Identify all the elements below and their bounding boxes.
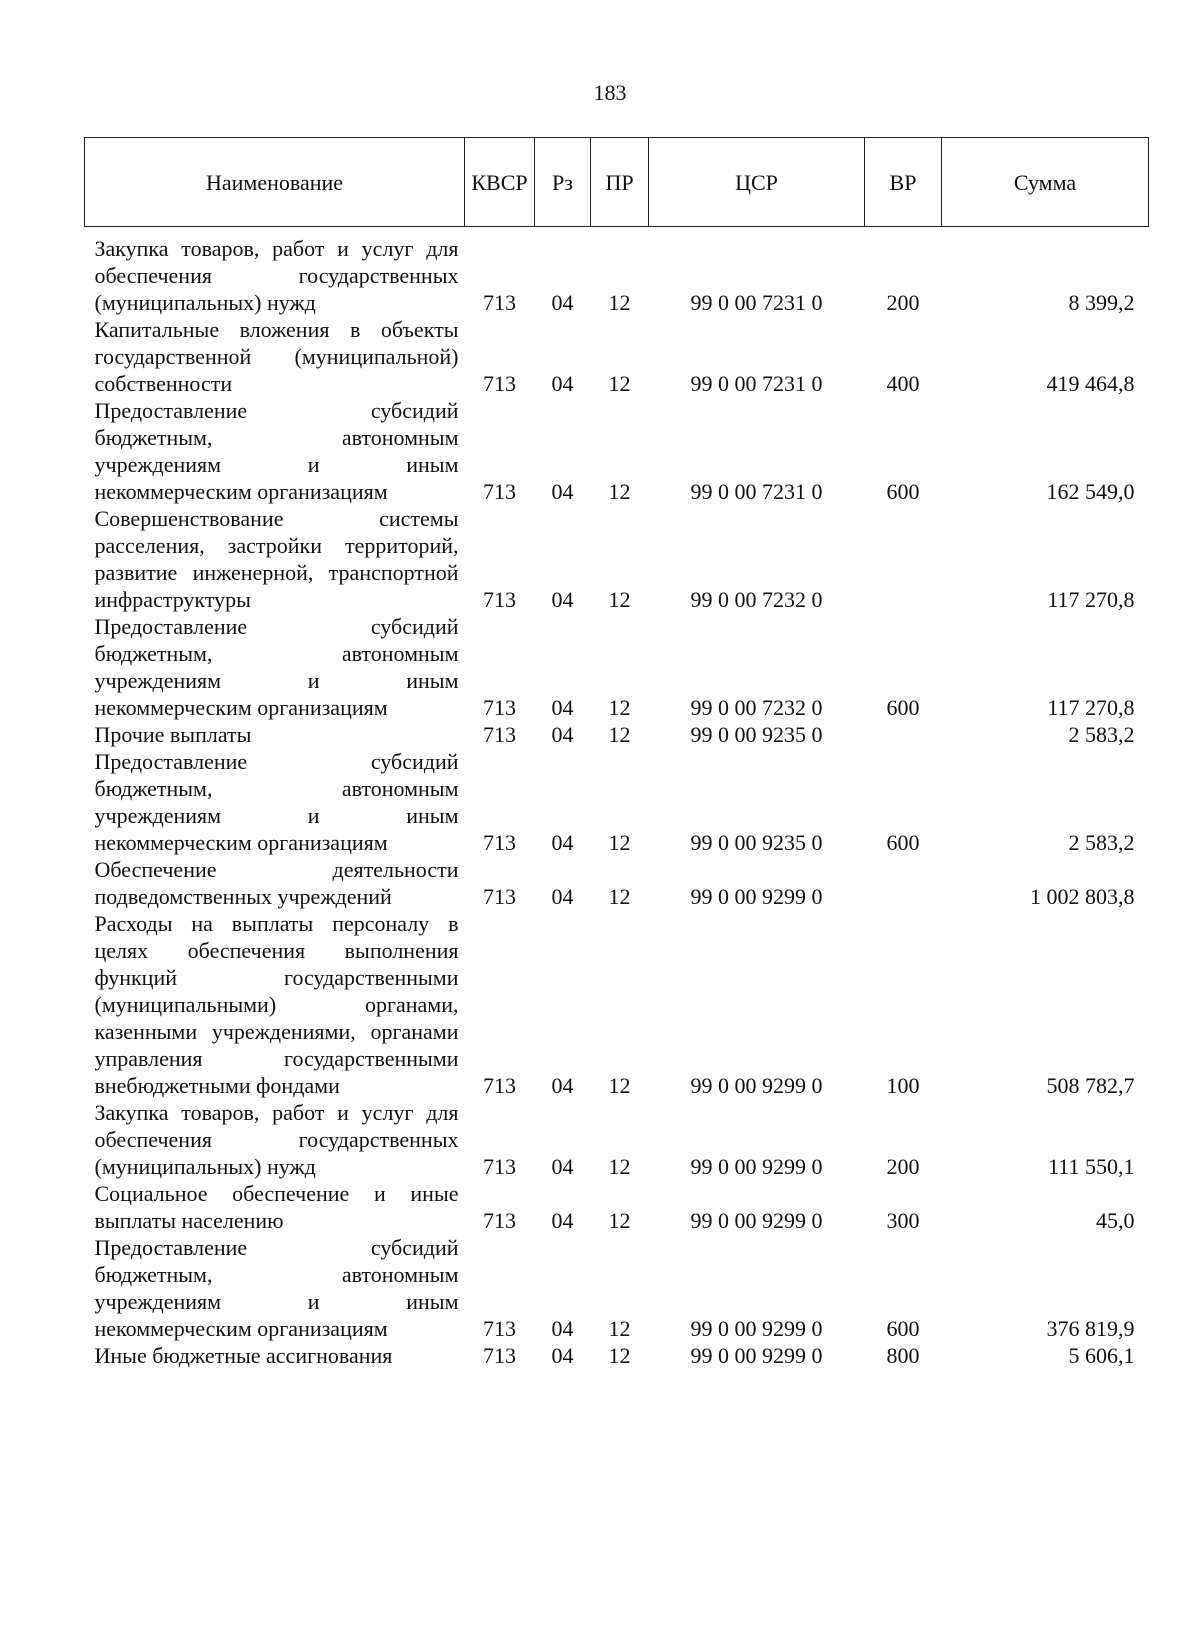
row-name: Закупка товаров, работ и услуг для обеспечения государственных (муниципальных) нужд bbox=[94, 236, 459, 315]
row-vr: 300 bbox=[886, 1208, 920, 1233]
row-pr: 12 bbox=[608, 884, 631, 909]
row-vr bbox=[865, 505, 942, 613]
row-sum: 2 583,2 bbox=[1068, 830, 1135, 855]
row-rz: 04 bbox=[551, 1208, 574, 1233]
table-row bbox=[85, 505, 1149, 613]
row-vr: 800 bbox=[886, 1343, 920, 1368]
row-kvsr: 713 bbox=[483, 587, 516, 612]
table-row bbox=[85, 1099, 1149, 1180]
row-pr: 12 bbox=[608, 1208, 631, 1233]
row-name: Иные бюджетные ассигнования bbox=[94, 1343, 393, 1368]
row-pr: 12 bbox=[608, 290, 631, 315]
row-rz: 04 bbox=[551, 371, 574, 396]
row-name: Совершенствование системы расселения, застройки территорий, развитие инженерной, транспортной инфраструктуры bbox=[94, 506, 459, 612]
row-csr: 99 0 00 7231 0 bbox=[690, 371, 823, 396]
row-pr: 12 bbox=[608, 479, 631, 504]
row-sum: 419 464,8 bbox=[1046, 371, 1135, 396]
table-body bbox=[85, 227, 1149, 1370]
row-rz: 04 bbox=[551, 722, 574, 747]
row-rz: 04 bbox=[551, 884, 574, 909]
row-csr: 99 0 00 7231 0 bbox=[690, 290, 823, 315]
table-header-row bbox=[85, 138, 1149, 227]
row-name: Расходы на выплаты персоналу в целях обеспечения выполнения функций государственными (муниципальными) органами, казенными учреждениями, органами управления государственными внебюджетными фондами bbox=[94, 911, 459, 1098]
row-rz: 04 bbox=[551, 290, 574, 315]
row-vr: 600 bbox=[886, 1316, 920, 1341]
row-kvsr: 713 bbox=[483, 722, 516, 747]
row-kvsr: 713 bbox=[483, 1154, 516, 1179]
row-csr: 99 0 00 9299 0 bbox=[690, 884, 823, 909]
row-kvsr: 713 bbox=[483, 290, 516, 315]
row-sum: 5 606,1 bbox=[1068, 1343, 1135, 1368]
row-name: Предоставление субсидий бюджетным, автономным учреждениям и иным некоммерческим организациям bbox=[94, 614, 459, 720]
row-pr: 12 bbox=[608, 1154, 631, 1179]
row-rz: 04 bbox=[551, 1154, 574, 1179]
table-row bbox=[85, 1180, 1149, 1234]
header-csr: ЦСР bbox=[649, 138, 865, 227]
row-vr bbox=[865, 856, 942, 910]
row-rz: 04 bbox=[551, 479, 574, 504]
row-sum: 45,0 bbox=[1096, 1208, 1135, 1233]
row-name: Капитальные вложения в объекты государственной (муниципальной) собственности bbox=[94, 317, 459, 396]
row-vr: 200 bbox=[886, 1154, 920, 1179]
row-kvsr: 713 bbox=[483, 1343, 516, 1368]
row-sum: 1 002 803,8 bbox=[1030, 884, 1135, 909]
table-row bbox=[85, 1234, 1149, 1342]
header-name: Наименование bbox=[85, 138, 465, 227]
table-row bbox=[85, 1342, 1149, 1369]
row-rz: 04 bbox=[551, 830, 574, 855]
row-name: Закупка товаров, работ и услуг для обеспечения государственных (муниципальных) нужд bbox=[94, 1100, 459, 1179]
row-pr: 12 bbox=[608, 371, 631, 396]
row-csr: 99 0 00 7231 0 bbox=[690, 479, 823, 504]
row-csr: 99 0 00 7232 0 bbox=[690, 587, 823, 612]
table-row bbox=[85, 721, 1149, 748]
row-kvsr: 713 bbox=[483, 830, 516, 855]
row-csr: 99 0 00 9299 0 bbox=[690, 1154, 823, 1179]
table-row bbox=[85, 910, 1149, 1099]
table-row bbox=[85, 227, 1149, 317]
table-row bbox=[85, 316, 1149, 397]
row-pr: 12 bbox=[608, 1316, 631, 1341]
row-csr: 99 0 00 9299 0 bbox=[690, 1073, 823, 1098]
row-csr: 99 0 00 9299 0 bbox=[690, 1343, 823, 1368]
row-csr: 99 0 00 9299 0 bbox=[690, 1316, 823, 1341]
row-rz: 04 bbox=[551, 1316, 574, 1341]
row-kvsr: 713 bbox=[483, 371, 516, 396]
row-kvsr: 713 bbox=[483, 1073, 516, 1098]
budget-table bbox=[84, 137, 1149, 1369]
row-kvsr: 713 bbox=[483, 1316, 516, 1341]
table-row bbox=[85, 613, 1149, 721]
row-pr: 12 bbox=[608, 695, 631, 720]
row-vr: 400 bbox=[886, 371, 920, 396]
row-csr: 99 0 00 9235 0 bbox=[690, 722, 823, 747]
table-row bbox=[85, 856, 1149, 910]
page-number: 183 bbox=[593, 80, 627, 105]
row-rz: 04 bbox=[551, 1343, 574, 1368]
row-rz: 04 bbox=[551, 695, 574, 720]
row-sum: 162 549,0 bbox=[1046, 479, 1135, 504]
row-pr: 12 bbox=[608, 722, 631, 747]
row-csr: 99 0 00 9299 0 bbox=[690, 1208, 823, 1233]
row-sum: 376 819,9 bbox=[1046, 1316, 1135, 1341]
row-pr: 12 bbox=[608, 587, 631, 612]
row-sum: 117 270,8 bbox=[1047, 587, 1135, 612]
header-vr: ВР bbox=[865, 138, 942, 227]
row-name: Предоставление субсидий бюджетным, автономным учреждениям и иным некоммерческим организациям bbox=[94, 398, 459, 504]
row-pr: 12 bbox=[608, 1073, 631, 1098]
row-name: Обеспечение деятельности подведомственных учреждений bbox=[94, 857, 459, 909]
row-name: Предоставление субсидий бюджетным, автономным учреждениям и иным некоммерческим организациям bbox=[94, 1235, 459, 1341]
row-rz: 04 bbox=[551, 1073, 574, 1098]
header-kvsr: КВСР bbox=[465, 138, 535, 227]
row-vr: 600 bbox=[886, 830, 920, 855]
row-kvsr: 713 bbox=[483, 1208, 516, 1233]
row-rz: 04 bbox=[551, 587, 574, 612]
row-pr: 12 bbox=[608, 830, 631, 855]
table-row bbox=[85, 397, 1149, 505]
header-sum: Сумма bbox=[942, 138, 1149, 227]
row-sum: 508 782,7 bbox=[1046, 1073, 1135, 1098]
row-name: Социальное обеспечение и иные выплаты населению bbox=[94, 1181, 459, 1233]
row-sum: 117 270,8 bbox=[1047, 695, 1135, 720]
row-sum: 111 550,1 bbox=[1048, 1154, 1135, 1179]
header-rz: Рз bbox=[535, 138, 591, 227]
row-kvsr: 713 bbox=[483, 884, 516, 909]
row-name: Прочие выплаты bbox=[94, 722, 252, 747]
row-csr: 99 0 00 9235 0 bbox=[690, 830, 823, 855]
row-vr: 200 bbox=[886, 290, 920, 315]
row-name: Предоставление субсидий бюджетным, автономным учреждениям и иным некоммерческим организациям bbox=[94, 749, 459, 855]
row-sum: 2 583,2 bbox=[1068, 722, 1135, 747]
row-kvsr: 713 bbox=[483, 695, 516, 720]
row-vr: 100 bbox=[886, 1073, 920, 1098]
table-row bbox=[85, 748, 1149, 856]
header-pr: ПР bbox=[591, 138, 649, 227]
row-vr: 600 bbox=[886, 479, 920, 504]
row-csr: 99 0 00 7232 0 bbox=[690, 695, 823, 720]
row-kvsr: 713 bbox=[483, 479, 516, 504]
row-vr bbox=[865, 721, 942, 748]
row-sum: 8 399,2 bbox=[1068, 290, 1135, 315]
row-vr: 600 bbox=[886, 695, 920, 720]
row-pr: 12 bbox=[608, 1343, 631, 1368]
